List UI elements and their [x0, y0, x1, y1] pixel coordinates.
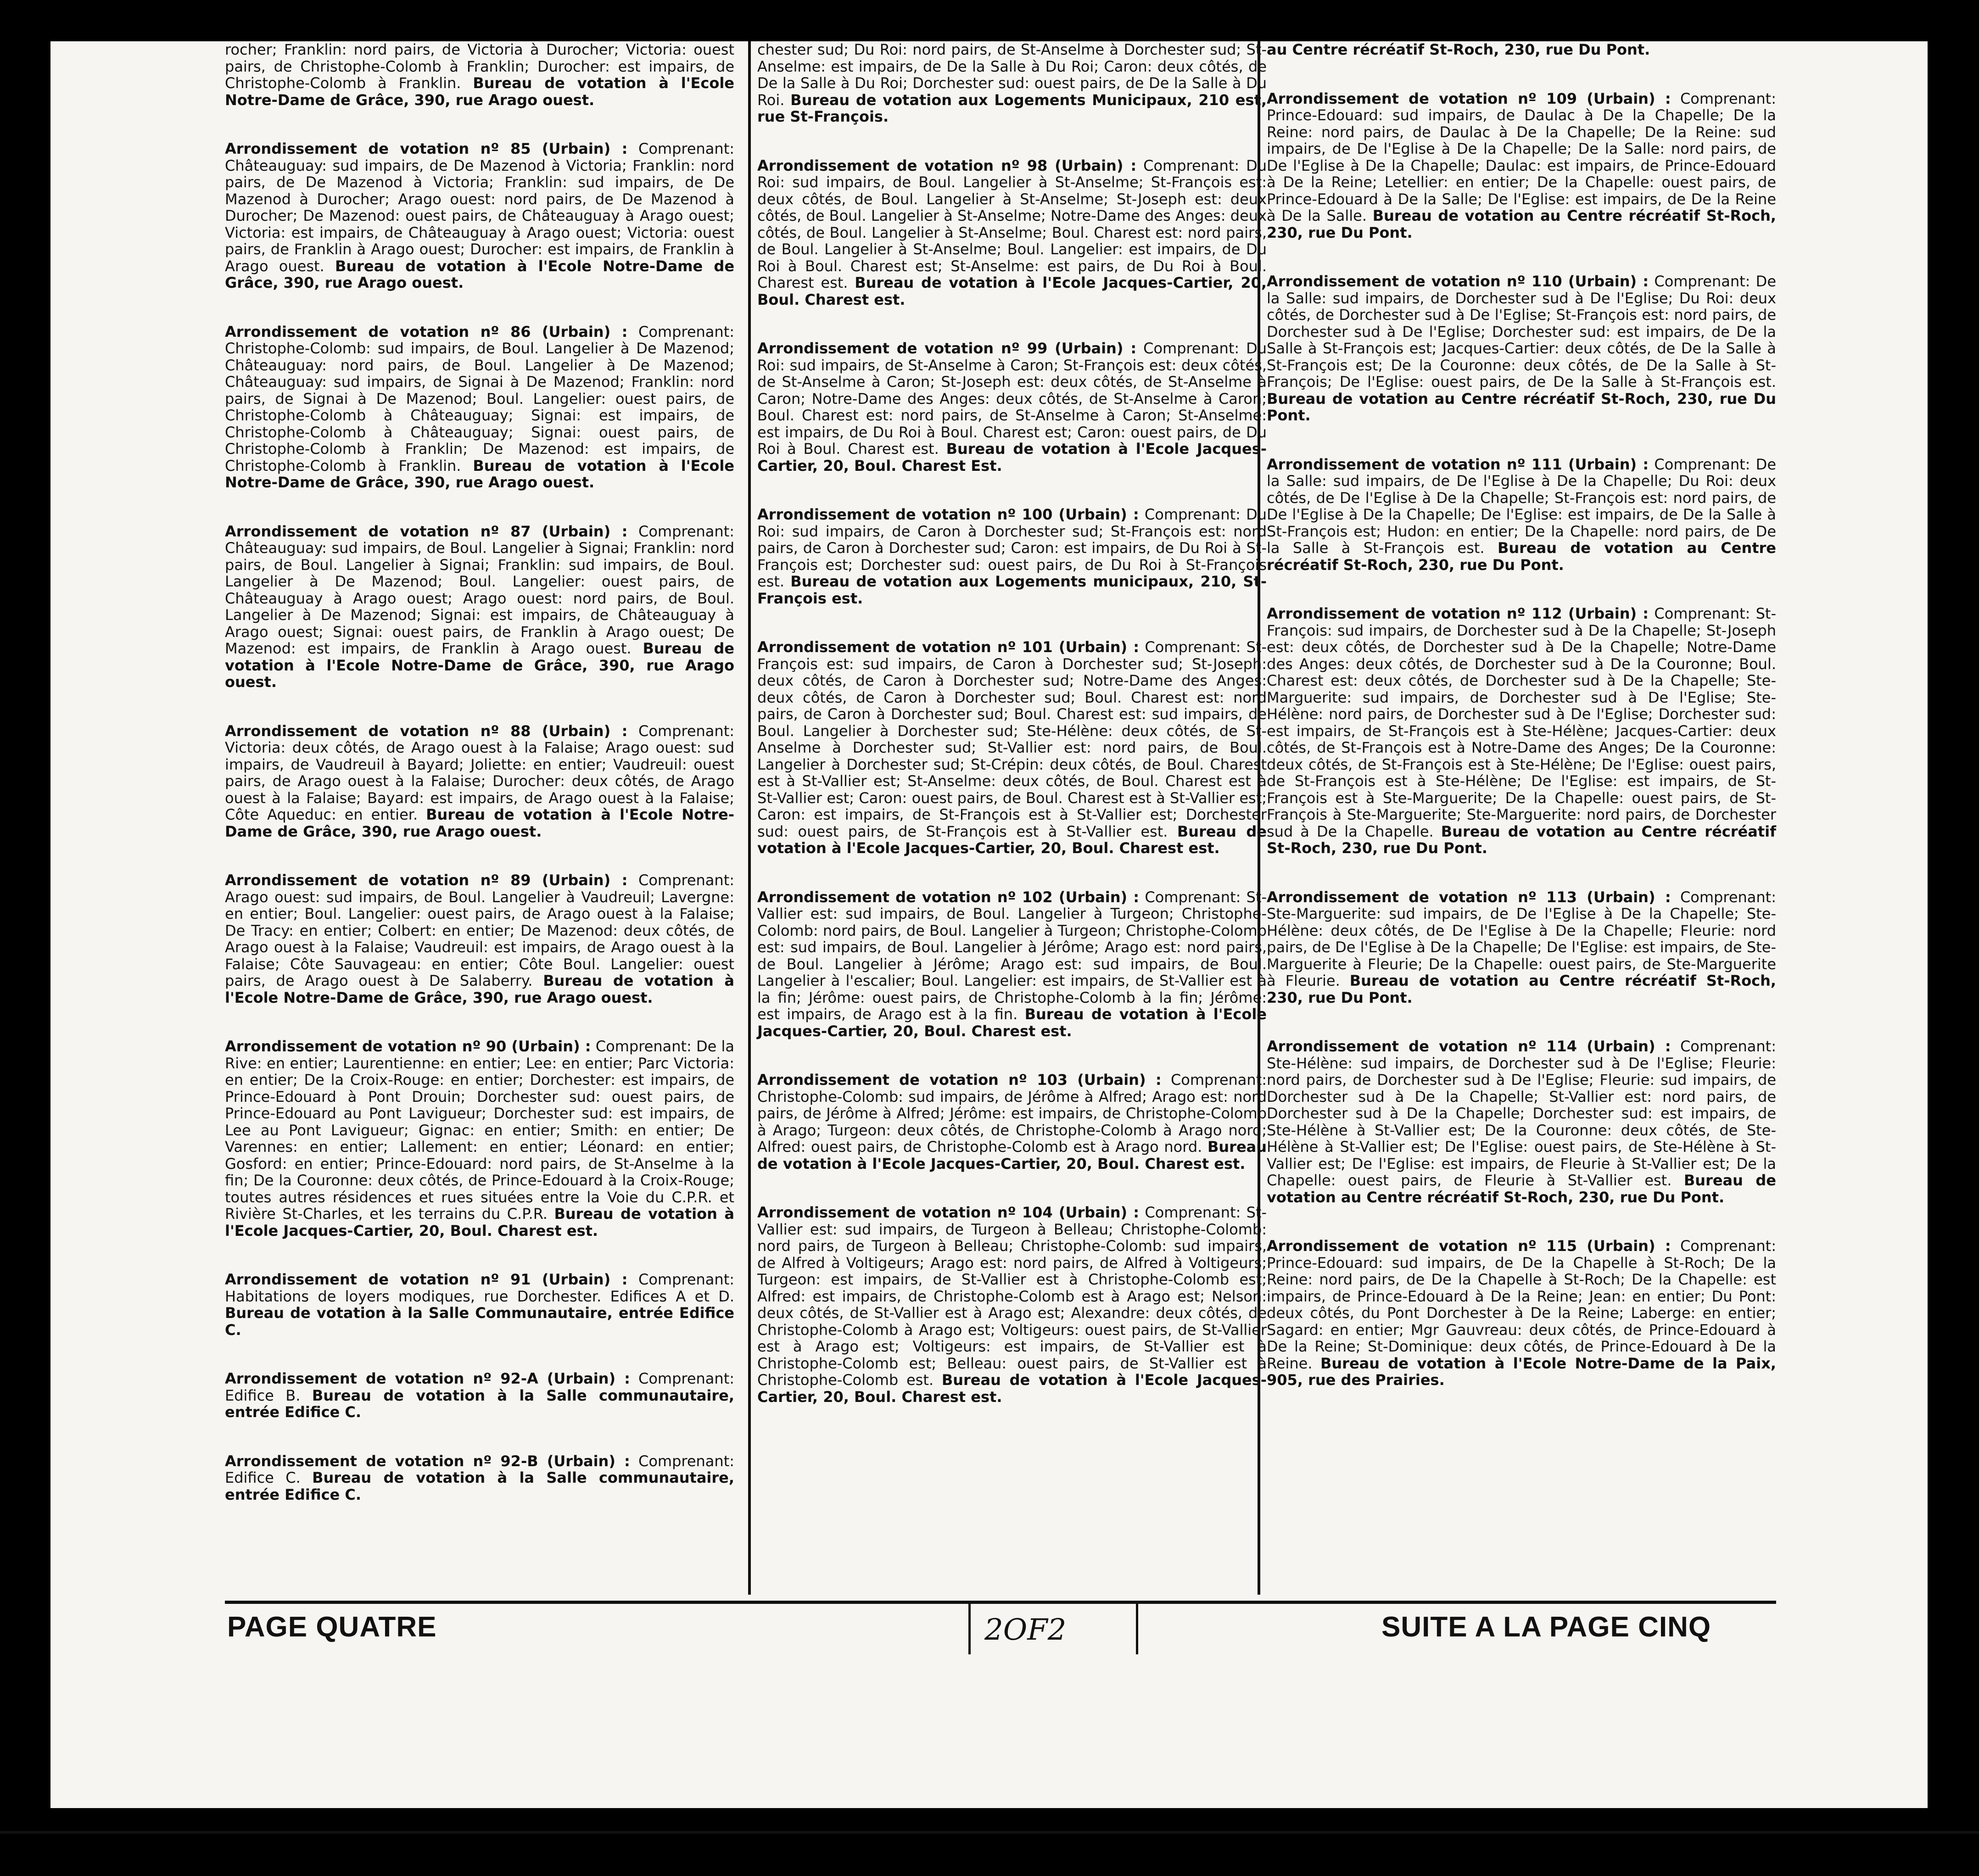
district-description: Comprenant: Edifice C. [225, 1452, 735, 1486]
district-description: chester sud; Du Roi: nord pairs, de St-Anselme à Dorchester sud; St-Anselme: est impairs, de De la Salle à Du Roi; Caron: deux côtés, de De la Salle à Du Roi; Dorchester sud: ouest pairs, de De la Salle à Du Roi. [757, 41, 1267, 109]
district-entry [225, 723, 734, 840]
polling-station: Bureau de votation au Centre récréatif St-Roch, 230, rue Du Pont. [1267, 390, 1776, 424]
polling-station: Bureau de votation au Centre récréatif St-Roch, 230, rue Du Pont. [1267, 822, 1777, 857]
entry-paragraph [1267, 889, 1776, 1006]
district-description: Comprenant: Ste-Marguerite: sud impairs, de De l'Eglise à De la Chapelle; Ste-Hélène: deux côtés, de De l'Eglise à De la Chapelle; Fleurie: nord pairs, de De l'Eglise à De la Chapelle; De l'Eglise: est impairs, de Ste-Marguerite à Fleurie; De la Chapelle: ouest pairs, de Ste-Marguerite à Fleurie. [1267, 888, 1776, 989]
district-description: Comprenant: De la Salle: sud impairs, de Dorchester sud à De l'Eglise; Du Roi: deux côtés, de Dorchester sud à De l'Eglise; St-François est: nord pairs, de Dorchester sud à De l'Eglise; Dorchester sud: est impairs, de De la Salle à St-François est; Jacques-Cartier: deux côtés, de De la Salle à St-François est; De la Couronne: deux côtés, de De la Salle à St-François; De l'Eglise: ouest pairs, de De la Salle à St-François est. [1267, 273, 1777, 391]
district-entry [1267, 605, 1776, 857]
polling-station: Bureau de votation à la Salle Communautaire, entrée Edifice C. [225, 1304, 734, 1339]
district-description: Comprenant: Prince-Edouard: sud impairs, de Daulac à De la Chapelle; De la Reine: nord pairs, de Daulac à De la Chapelle; De la Reine: sud impairs, de De l'Eglise à De la Chapelle; De la Salle: nord pairs, de De l'Eglise à De la Chapelle; Daulac: est impairs, de Prince-Edouard à De la Reine; Letellier: en entier; De la Chapelle: ouest pairs, de Prince-Edouard à De la Salle; De l'Eglise: est impairs, de De la Reine à De la Salle. [1267, 89, 1776, 224]
district-heading: Arrondissement de votation nº 109 (Urbain) : [1267, 89, 1671, 107]
district-description: rocher; Franklin: nord pairs, de Victoria à Durocher; Victoria: ouest pairs, de Christophe-Colomb à Franklin; Durocher: est impairs, de Christophe-Colomb à Franklin. [225, 41, 734, 92]
district-heading: Arrondissement de votation nº 89 (Urbain) : [225, 871, 628, 889]
entry-paragraph [225, 324, 734, 491]
polling-station: Bureau de votation à l'Ecole Jacques-Cartier, 20, Boul. Charest est. [757, 1138, 1267, 1172]
polling-station: Bureau de votation au Centre récréatif St-Roch, 230, rue Du Pont. [1267, 1172, 1777, 1206]
polling-station: Bureau de votation à l'Ecole Jacques-Cartier, 20, Boul. Charest est. [757, 1005, 1267, 1040]
polling-station: Bureau de votation à l'Ecole Notre-Dame de la Paix, 905, rue des Prairies. [1267, 1354, 1777, 1389]
polling-station: Bureau de votation à la Salle communautaire, entrée Edifice C. [225, 1386, 735, 1421]
polling-station: Bureau de votation à l'Ecole Jacques-Cartier, 20, Boul. Charest Est. [757, 440, 1267, 475]
district-description: Comprenant: Christophe-Colomb: sud impairs, de Boul. Langelier à De Mazenod; Châteauguay: nord pairs, de Boul. Langelier à De Mazenod; Châteauguay: sud impairs, de Signai à De Mazenod; Franklin: nord pairs, de Signai à De Mazenod; Boul. Langelier: ouest pairs, de Christophe-Colomb à Châteauguay; Signai: est impairs, de Christophe-Colomb à Châteauguay; Signai: ouest pairs, de Christophe-Colomb à Franklin; De Mazenod: est impairs, de Christophe-Colomb à Franklin. [225, 323, 735, 475]
district-entry [757, 157, 1267, 308]
district-heading: Arrondissement de votation nº 104 (Urbain) : [757, 1204, 1140, 1221]
district-entry [757, 506, 1267, 607]
district-entry [225, 324, 734, 491]
district-heading: Arrondissement de votation nº 92-A (Urbain) : [225, 1370, 630, 1387]
polling-station: Bureau de votation aux Logements municipaux, 210, St-François est. [757, 573, 1267, 607]
polling-station: Bureau de votation à l'Ecole Jacques-Cartier, 20, Boul. Charest est. [757, 1371, 1267, 1406]
polling-station: Bureau de votation au Centre récréatif St-Roch, 230, rue Du Pont. [1267, 207, 1777, 241]
district-description: Comprenant: Victoria: deux côtés, de Arago ouest à la Falaise; Arago ouest: sud impairs, de Vaudreuil à Bayard; Joliette: en entier; Vaudreuil: ouest pairs, de Arago ouest à la Falaise; Durocher: deux côtés, de Arago ouest à la Falaise; Bayard: est impairs, de Arago ouest à la Falaise; Côte Aqueduc: en entier. [225, 722, 735, 823]
district-description: Comprenant: De la Rive: en entier; Laurentienne: en entier; Lee: en entier; Parc Victoria: en entier; De la Croix-Rouge: en entier; Dorchester: est impairs, de Prince-Edouard à Pont Drouin; Dorchester sud: ouest pairs, de Prince-Edouard au Pont Lavigueur; Dorchester sud: est impairs, de Lee au Pont Lavigueur; Gignac: en entier; Smith: en entier; De Varennes: en entier; Lallement: en entier; Léonard: en entier; Gosford: en entier; Prince-Edouard: nord pairs, de St-Anselme à la fin; De la Couronne: deux côtés, de Prince-Edouard à la Croix-Rouge; toutes autres résidences et rues situées entre la Voie du C.P.R. et Rivière St-Charles, et les terrains du C.P.R. [225, 1038, 735, 1223]
polling-station: Bureau de votation au Centre récréatif St-Roch, 230, rue Du Pont. [1267, 539, 1777, 574]
district-description: Comprenant: Habitations de loyers modiques, rue Dorchester. Edifices A et D. [225, 1271, 735, 1305]
district-description: Comprenant: Christophe-Colomb: sud impairs, de Jérôme à Alfred; Arago est: nord pairs, de Jérôme à Alfred; Jérôme: est impairs, de Christophe-Colomb à Arago; Turgeon: deux côtés, de Christophe-Colomb à Arago nord; Alfred: ouest pairs, de Christophe-Colomb est à Arago nord. [757, 1071, 1267, 1156]
entry-paragraph [225, 523, 734, 691]
district-description: Comprenant: Edifice B. [225, 1370, 735, 1404]
polling-station: Bureau de votation à l'Ecole Notre-Dame de Grâce, 390, rue Arago ouest. [225, 257, 735, 291]
entry-paragraph [1267, 41, 1776, 58]
entry-paragraph [1267, 456, 1776, 574]
entry-paragraph [225, 1038, 734, 1239]
polling-station: Bureau de votation à la Salle communautaire, entrée Edifice C. [225, 1469, 735, 1503]
district-heading: Arrondissement de votation nº 91 (Urbain) : [225, 1271, 628, 1288]
district-heading: Arrondissement de votation nº 113 (Urbain) : [1267, 888, 1671, 906]
continued-label: SUITE A LA PAGE CINQ [1381, 1611, 1711, 1643]
entry-paragraph [1267, 1038, 1776, 1206]
district-heading: Arrondissement de votation nº 98 (Urbain) : [757, 156, 1137, 174]
district-entry [1267, 90, 1776, 241]
district-entry [757, 1204, 1267, 1405]
footer-rule [225, 1601, 1776, 1604]
district-entry [225, 1370, 734, 1421]
district-entry [1267, 273, 1776, 424]
entry-paragraph [225, 723, 734, 840]
district-heading: Arrondissement de votation nº 85 (Urbain) : [225, 140, 628, 157]
district-description: Comprenant: Du Roi: sud impairs, de St-Anselme à Caron; St-François est: deux côtés, de St-Anselme à Caron; St-Joseph est: deux côtés, de St-Anselme à Caron; Notre-Dame des Anges: deux côtés, de St-Anselme à Caron; Boul. Charest est: nord pairs, de St-Anselme à Caron; St-Anselme: est impairs, de Du Roi à Boul. Charest est; Caron: ouest pairs, de Du Roi à Boul. Charest est. [757, 340, 1267, 458]
column-1 [225, 41, 734, 1535]
district-entry [757, 889, 1267, 1040]
district-description: Comprenant: Châteauguay: sud impairs, de Boul. Langelier à Signai; Franklin: nord pairs, de Boul. Langelier à Signai; Franklin: sud impairs, de Boul. Langelier à De Mazenod; Boul. Langelier: ouest pairs, de Châteauguay à Arago ouest; Arago ouest: nord pairs, de Boul. Langelier à De Mazenod; Signai: est impairs, de Châteauguay à Arago ouest; Signai: ouest pairs, de Franklin à Arago ouest; De Mazenod: est impairs, de Franklin à Arago ouest. [225, 522, 735, 657]
district-heading: Arrondissement de votation nº 101 (Urbain) : [757, 638, 1140, 656]
entry-paragraph [225, 140, 734, 291]
district-entry [225, 523, 734, 691]
entry-paragraph [1267, 605, 1776, 857]
district-heading: Arrondissement de votation nº 99 (Urbain) : [757, 340, 1137, 357]
column-rule-1 [748, 41, 751, 1595]
district-description: Comprenant: Ste-Hélène: sud impairs, de Dorchester sud à De l'Eglise; Fleurie: nord pairs, de Dorchester sud à De l'Eglise; Fleurie: sud impairs, de Dorchester sud à De la Chapelle; St-Vallier est: nord pairs, de Dorchester sud à De la Chapelle; Dorchester sud: est impairs, de Ste-Hélène à St-Vallier est; De la Couronne: deux côtés, de Ste-Hélène à St-Vallier est; De l'Eglise: ouest pairs, de Ste-Hélène à St-Vallier est; De l'Eglise: est impairs, de Fleurie à St-Vallier est; De la Chapelle: ouest pairs, de Fleurie à St-Vallier est. [1267, 1038, 1776, 1189]
district-description: Comprenant: St-François est: sud impairs, de Caron à Dorchester sud; St-Joseph: deux côtés, de Caron à Dorchester sud; Notre-Dame des Anges: deux côtés, de Caron à Dorchester sud; Boul. Charest est: nord pairs, de Caron à Dorchester sud; Boul. Charest est: sud impairs, de Boul. Langelier à Dorchester sud; Ste-Hélène: deux côtés, de St-Anselme à Dorchester sud; St-Vallier est: nord pairs, de Boul. Langelier à Dorchester sud; St-Crépin: deux côtés, de Boul. Charest est à St-Vallier est; St-Anselme: deux côtés, de Boul. Charest est à St-Vallier est; Caron: ouest pairs, de Boul. Charest est à St-Vallier est; Caron: est impairs, de St-François est à St-Vallier est; Dorchester sud: ouest pairs, de St-François est à St-Vallier est. [757, 638, 1267, 840]
polling-station: Bureau de votation à l'Ecole Jacques-Cartier, 20, Boul. Charest est. [757, 274, 1267, 308]
district-entry [1267, 1238, 1776, 1389]
district-description: Comprenant: Arago ouest: sud impairs, de Boul. Langelier à Vaudreuil; Lavergne: en entier; Boul. Langelier: ouest pairs, de Arago ouest à la Falaise; De Tracy: en entier; Colbert: en entier; De Mazenod: deux côtés, de Arago ouest à la Falaise; Vaudreuil: est impairs, de Arago ouest à la Falaise; Côte Sauvageau: en entier; Côte Boul. Langelier: ouest pairs, de Arago ouest à De Salaberry. [225, 871, 735, 989]
district-heading: Arrondissement de votation nº 110 (Urbain) : [1267, 273, 1649, 290]
entry-paragraph [757, 1204, 1267, 1405]
handwritten-stamp [968, 1604, 1138, 1654]
entry-paragraph [1267, 90, 1776, 241]
entry-paragraph [757, 506, 1267, 607]
district-entry [1267, 41, 1776, 58]
district-heading: Arrondissement de votation nº 100 (Urbain) : [757, 506, 1139, 523]
frame-bottom-rule [0, 1831, 1979, 1834]
district-heading: Arrondissement de votation nº 114 (Urbain) : [1267, 1038, 1671, 1055]
entry-paragraph [757, 157, 1267, 308]
district-entry [1267, 456, 1776, 574]
polling-station: au Centre récréatif St-Roch, 230, rue Du Pont. [1267, 41, 1650, 58]
polling-station: Bureau de votation à l'Ecole Notre-Dame de Grâce, 390, rue Arago ouest. [225, 972, 735, 1006]
district-entry [757, 1072, 1267, 1172]
district-heading: Arrondissement de votation nº 103 (Urbain) : [757, 1071, 1162, 1089]
newspaper-page [50, 41, 1928, 1808]
entry-paragraph [757, 340, 1267, 474]
entry-paragraph [1267, 1238, 1776, 1389]
entry-paragraph [225, 41, 734, 108]
entry-paragraph [225, 1453, 734, 1503]
district-entry [757, 41, 1267, 125]
district-description: Comprenant: St-Vallier est: sud impairs, de Boul. Langelier à Turgeon; Christophe-Colomb: nord pairs, de Boul. Langelier à Turgeon; Christophe-Colomb est: sud impairs, de Boul. Langelier à Jérôme; Arago est: nord pairs, de Boul. Langelier à Jérôme; Arago est: sud impairs, de Boul. Langelier à l'escalier; Boul. Langelier: est impairs, de St-Vallier est à la fin; Jérôme: ouest pairs, de Christophe-Colomb à la fin; Jérôme: est impairs, de Arago est à la fin. [757, 888, 1267, 1023]
district-heading: Arrondissement de votation nº 90 (Urbain) : [225, 1038, 591, 1055]
district-entry [1267, 1038, 1776, 1206]
district-heading: Arrondissement de votation nº 112 (Urbain) : [1267, 605, 1649, 622]
district-entry [225, 1271, 734, 1338]
district-heading: Arrondissement de votation nº 102 (Urbain) : [757, 888, 1140, 906]
district-entry [757, 340, 1267, 474]
column-2 [757, 41, 1267, 1437]
district-heading: Arrondissement de votation nº 92-B (Urbain) : [225, 1452, 630, 1470]
district-heading: Arrondissement de votation nº 115 (Urbain) : [1267, 1237, 1671, 1255]
district-description: Comprenant: Du Roi: sud impairs, de Caron à Dorchester sud; St-François est: nord pairs, de Caron à Dorchester sud; Caron: est impairs, de Du Roi à St-François est; Dorchester sud: ouest pairs, de Du Roi à St-François est. [757, 506, 1267, 590]
district-heading: Arrondissement de votation nº 87 (Urbain) : [225, 522, 628, 540]
district-heading: Arrondissement de votation nº 86 (Urbain) : [225, 323, 628, 341]
district-entry [225, 1038, 734, 1239]
handwritten-note: 2OF2 [984, 1613, 1067, 1647]
polling-station: Bureau de votation à l'Ecole Notre-Dame de Grâce, 390, rue Arago ouest. [225, 457, 735, 491]
district-description: Comprenant: Du Roi: sud impairs, de Boul. Langelier à St-Anselme; St-François est: deux côtés, de Boul. Langelier à St-Anselme; St-Joseph est: deux côtés, de Boul. Langelier à St-Anselme; Notre-Dame des Anges: deux côtés, de Boul. Langelier à St-Anselme; Boul. Charest est: nord pairs, de Boul. Langelier à St-Anselme; Boul. Langelier: est impairs, de Du Roi à Boul. Charest est; St-Anselme: est pairs, de Du Roi à Boul. Charest est. [757, 156, 1267, 291]
entry-paragraph [225, 1271, 734, 1338]
polling-station: Bureau de votation à l'Ecole Notre-Dame de Grâce, 390, rue Arago ouest. [225, 806, 735, 840]
district-entry [225, 41, 734, 108]
column-3 [1267, 41, 1776, 1421]
entry-paragraph [757, 889, 1267, 1040]
district-entry [225, 1453, 734, 1503]
page-label: PAGE QUATRE [227, 1611, 437, 1643]
district-entry [225, 140, 734, 291]
district-description: Comprenant: St-Vallier est: sud impairs, de Turgeon à Belleau; Christophe-Colomb: nord pairs, de Turgeon à Belleau; Christophe-Colomb: sud impairs, de Alfred à Voltigeurs; Arago est: nord pairs, de Alfred à Voltigeurs; Turgeon: est impairs, de St-Vallier est à Christophe-Colomb est; Alfred: est impairs, de Christophe-Colomb est à Arago est; Nelson: deux côtés, de St-Vallier est à Arago est; Alexandre: deux côtés, de Christophe-Colomb à Arago est; Voltigeurs: ouest pairs, de St-Vallier est à Arago est; Voltigeurs: est impairs, de St-Vallier est à Christophe-Colomb est; Belleau: ouest pairs, de St-Vallier est à Christophe-Colomb est. [757, 1204, 1267, 1389]
entry-paragraph [757, 41, 1267, 125]
entry-paragraph [225, 872, 734, 1006]
district-description: Comprenant: Prince-Edouard: sud impairs, de De la Chapelle à St-Roch; De la Reine: nord pairs, de De la Chapelle à St-Roch; De la Chapelle: est impairs, de Prince-Edouard à De la Reine; Jean: en entier; Du Pont: deux côtés, du Pont Dorchester à De la Reine; Laberge: en entier; Sagard: en entier; Mgr Gauvreau: deux côtés, de Prince-Edouard à De la Reine; St-Dominique: deux côtés, de Prince-Edouard à De la Reine. [1267, 1237, 1776, 1372]
entry-paragraph [757, 1072, 1267, 1172]
entry-paragraph [757, 639, 1267, 857]
polling-station: Bureau de votation au Centre récréatif St-Roch, 230, rue Du Pont. [1267, 972, 1776, 1006]
entry-paragraph [225, 1370, 734, 1421]
district-description: Comprenant: Châteauguay: sud impairs, de De Mazenod à Victoria; Franklin: nord pairs, de De Mazenod à Victoria; Franklin: sud impairs, de De Mazenod à Durocher; Arago ouest: nord pairs, de De Mazenod à Durocher; De Mazenod: ouest pairs, de Châteauguay à Arago ouest; Victoria: est impairs, de Châteauguay à Arago ouest; Victoria: ouest pairs, de Franklin à Arago ouest; Durocher: est impairs, de Franklin à Arago ouest. [225, 140, 735, 275]
district-entry [225, 872, 734, 1006]
district-heading: Arrondissement de votation nº 111 (Urbain) : [1267, 455, 1649, 473]
district-description: Comprenant: St-François: sud impairs, de Dorchester sud à De la Chapelle; St-Joseph est: deux côtés, de Dorchester sud à De la Chapelle; Notre-Dame des Anges: deux côtés, de Dorchester sud à De la Couronne; Boul. Charest est: deux côtés, de Dorchester sud à De la Chapelle; Ste-Marguerite: sud impairs, de Dorchester sud à De l'Eglise; Ste-Hélène: nord pairs, de Dorchester sud à De l'Eglise; Dorchester sud: est impairs, de St-François est à Ste-Hélène; Jacques-Cartier: deux côtés, de St-François est à Notre-Dame des Anges; De la Couronne: deux côtés, de St-François est à Ste-Hélène; De l'Eglise: ouest pairs, de St-François est à Ste-Hélène; De l'Eglise: est impairs, de St-François est à Ste-Marguerite; De la Chapelle: ouest pairs, de St-François à Ste-Marguerite; Ste-Marguerite: nord pairs, de Dorchester sud à De la Chapelle. [1267, 605, 1777, 840]
district-heading: Arrondissement de votation nº 88 (Urbain) : [225, 722, 628, 740]
polling-station: Bureau de votation à l'Ecole Notre-Dame de Grâce, 390, rue Arago ouest. [225, 74, 735, 109]
polling-station: Bureau de votation à l'Ecole Jacques-Cartier, 20, Boul. Charest est. [225, 1205, 734, 1240]
district-description: Comprenant: De la Salle: sud impairs, de De l'Eglise à De la Chapelle; Du Roi: deux côtés, de De l'Eglise à De la Chapelle; St-François est: nord pairs, de De l'Eglise à De la Chapelle; De l'Eglise: est impairs, de De la Salle à St-François est; Hudon: en entier; De la Chapelle: nord pairs, de De la Salle à St-François est. [1267, 455, 1777, 557]
district-entry [1267, 889, 1776, 1006]
polling-station: Bureau de votation aux Logements Municipaux, 210 est, rue St-François. [757, 91, 1267, 125]
entry-paragraph [1267, 273, 1776, 424]
district-entry [757, 639, 1267, 857]
polling-station: Bureau de votation à l'Ecole Jacques-Cartier, 20, Boul. Charest est. [757, 822, 1267, 857]
polling-station: Bureau de votation à l'Ecole Notre-Dame de Grâce, 390, rue Arago ouest. [225, 640, 735, 691]
